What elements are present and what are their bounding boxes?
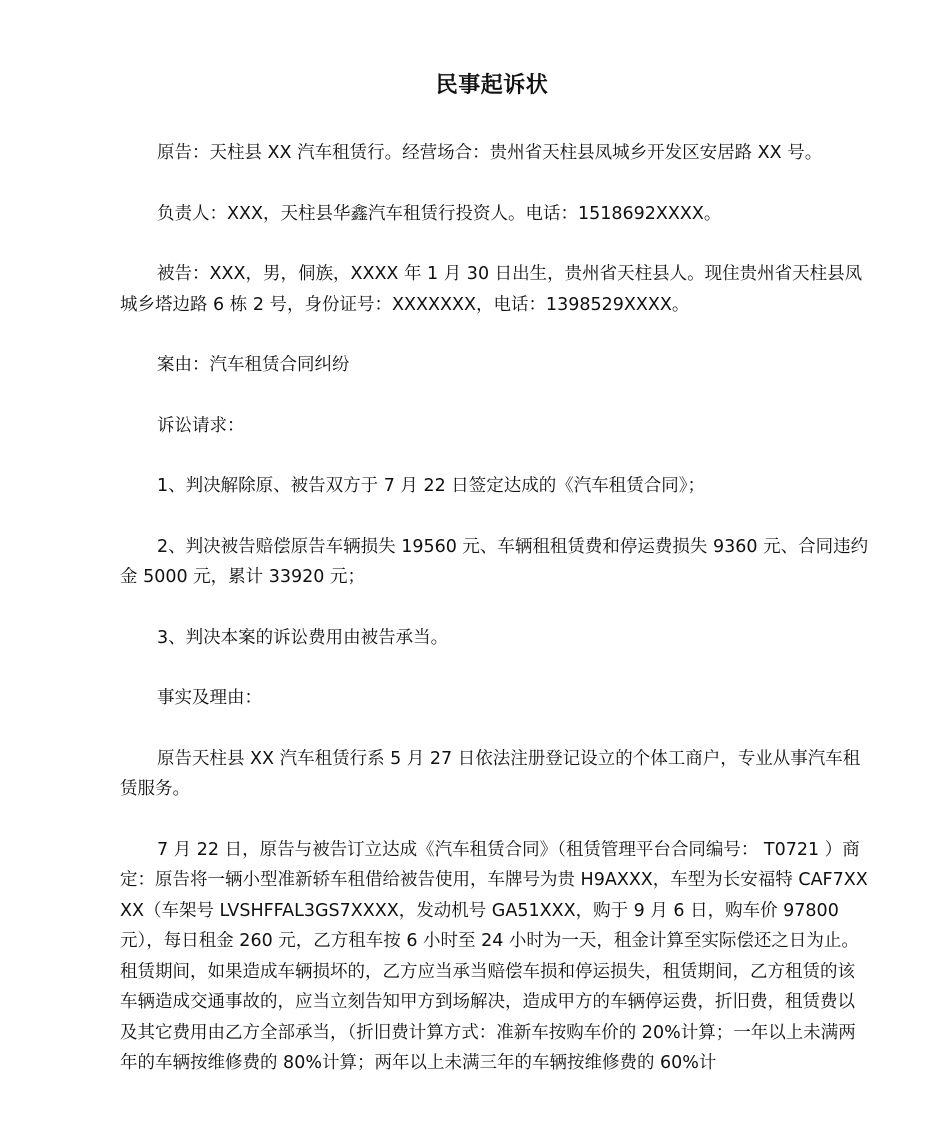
facts-paragraph-2: 7 月 22 日，原告与被告订立达成《汽车租赁合同》（租赁管理平台合同编号： T0721 ）商定：原告将一辆小型准新轿车租借给被告使用，车牌号为贵 H9AXXX，车型为长安福特 CAF7XXXX（车架号 LVSHFFAL3GS7XXXX，发动机号 GA51XXX，购于 9 月 6 日，购车价 97800 元），每日租金 260 元，乙方租车按 6 小时至 24 小时为一天，租金计算至实际偿还之日为止。租赁期间，如果造成车辆损坏的，乙方应当承当赔偿车损和停运损失，租赁期间，乙方租赁的该车辆造成交通事故的，应当立刻告知甲方到场解决，造成甲方的车辆停运费，折旧费，租赁费以及其它费用由乙方全部承当，（折旧费计算方式：准新车按购车价的 20%计算；一年以上未满两年的车辆按维修费的 80%计算；两年以上未满三年的车辆按维修费的 60%计 [120,839,868,1073]
document-body [120,138,872,1079]
facts-paragraph-1: 原告天柱县 XX 汽车租赁行系 5 月 27 日依法注册登记设立的个体工商户，专业从事汽车租赁服务。 [120,748,861,799]
claim-item-2: 2、判决被告赔偿原告车辆损失 19560 元、车辆租租赁费和停运费损失 9360 元、合同违约金 5000 元，累计 33920 元； [120,536,869,587]
claims-heading: 诉讼请求： [157,415,245,436]
case-cause-paragraph: 案由：汽车租赁合同纠纷 [157,355,350,375]
facts-heading: 事实及理由： [157,688,262,708]
responsible-person-paragraph: 负责人：XXX，天柱县华鑫汽车租赁行投资人。电话：1518692XXXX。 [157,203,722,224]
defendant-paragraph: 被告：XXX，男，侗族，XXXX 年 1 月 30 日出生，贵州省天柱县人。现住贵州省天柱县凤城乡塔边路 6 栋 2 号，身份证号：XXXXXXX，电话：1398529XXXX。 [120,264,863,315]
claim-item-3: 3、判决本案的诉讼费用由被告承当。 [157,627,449,648]
document-title: 民事起诉状 [435,73,549,98]
plaintiff-paragraph: 原告：天柱县 XX 汽车租赁行。经营场合：贵州省天柱县凤城乡开发区安居路 XX 号。 [157,143,823,163]
claim-item-1: 1、判决解除原、被告双方于 7 月 22 日签定达成的《汽车租赁合同》； [157,476,706,496]
